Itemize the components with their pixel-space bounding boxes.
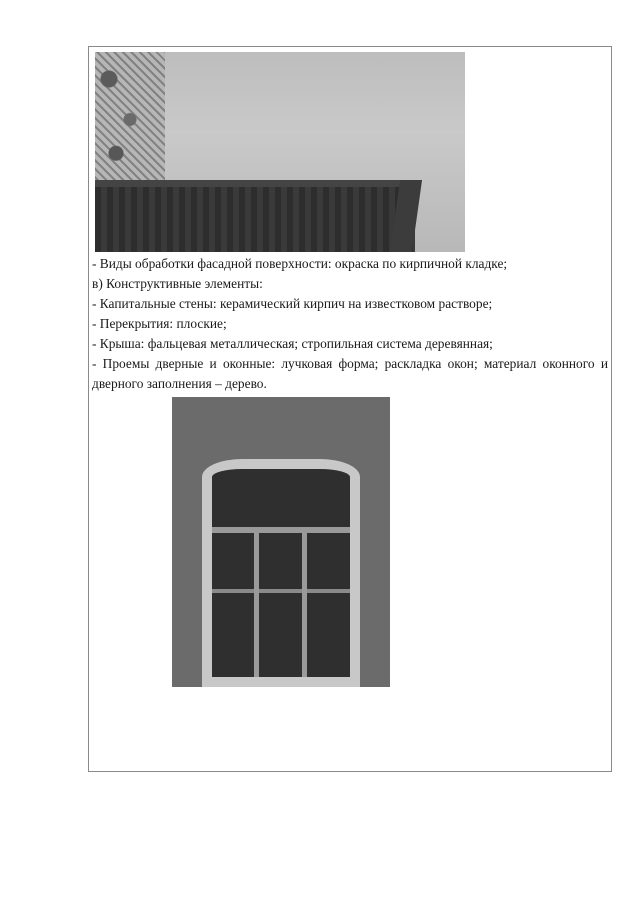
structural-elements-heading: в) Конструктивные элементы:	[92, 276, 263, 291]
window-photo	[172, 397, 390, 687]
tree-branches	[95, 52, 165, 187]
window-mullion-left	[254, 533, 259, 677]
window-mullion-right	[302, 533, 307, 677]
facade-roof-photo	[95, 52, 465, 252]
window-transom	[212, 527, 350, 533]
roof-line: - Крыша: фальцевая металлическая; стропильная система деревянная;	[92, 336, 493, 351]
facade-finish-line: - Виды обработки фасадной поверхности: окраска по кирпичной кладке;	[92, 256, 508, 271]
window-crossbar	[212, 589, 350, 593]
openings-line: - Проемы дверные и оконные: лучковая форма; раскладка окон; материал оконного и дверного заполнения – дерево.	[92, 356, 608, 391]
window-frame	[202, 459, 360, 687]
document-text	[92, 254, 608, 394]
floors-line: - Перекрытия: плоские;	[92, 316, 227, 331]
walls-line: - Капитальные стены: керамический кирпич на известковом растворе;	[92, 296, 493, 311]
roof-surface	[95, 187, 415, 252]
